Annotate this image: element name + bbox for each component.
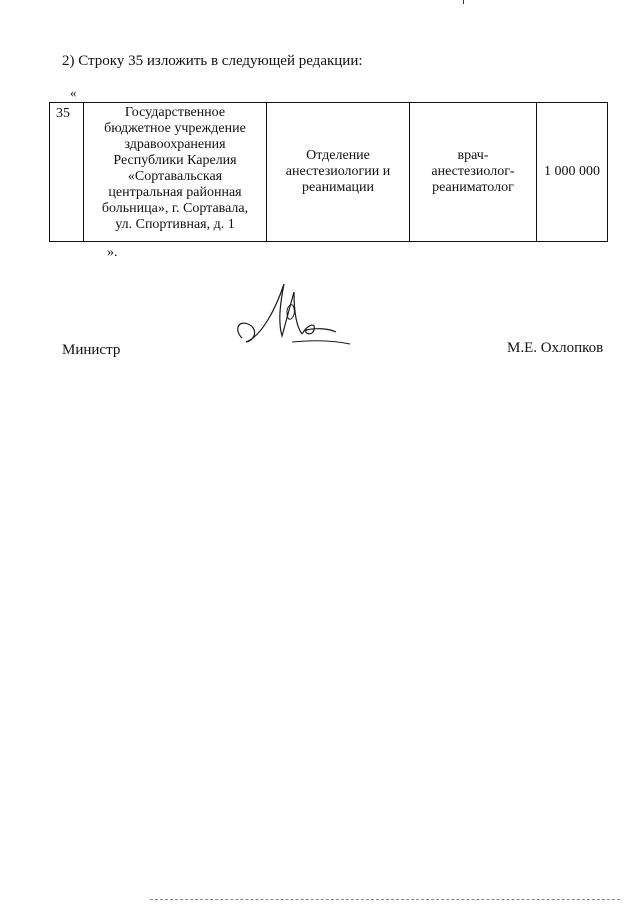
closing-quote: ». xyxy=(107,245,118,260)
footer-dashed-line xyxy=(150,899,620,901)
department-cell xyxy=(267,103,410,242)
table-row xyxy=(50,103,608,242)
organization-cell xyxy=(84,103,267,242)
page-edge-mark xyxy=(463,0,464,4)
opening-quote: « xyxy=(70,85,77,100)
amount-cell xyxy=(537,103,608,242)
position-cell xyxy=(410,103,537,242)
handwritten-signature xyxy=(232,278,352,350)
row-number: 35 xyxy=(56,106,70,121)
row-number-cell xyxy=(50,103,84,242)
signatory-name: М.Е. Охлопков xyxy=(507,340,604,356)
department-name: Отделение анестезиологии и реанимации xyxy=(285,148,391,195)
signatory-title: Министр xyxy=(62,342,121,358)
amended-row-table xyxy=(49,102,608,242)
amount-value: 1 000 000 xyxy=(544,164,600,179)
position-name: врач- анестезиолог- реаниматолог xyxy=(431,148,515,195)
organization-name: Государственное бюджетное учреждение здравоохранения Республики Карелия «Сортавальская центральная районная больница», г. Сортавала, ул. Спортивная, д. 1 xyxy=(101,105,249,232)
amendment-intro: 2) Строку 35 изложить в следующей редакции: xyxy=(62,53,363,69)
